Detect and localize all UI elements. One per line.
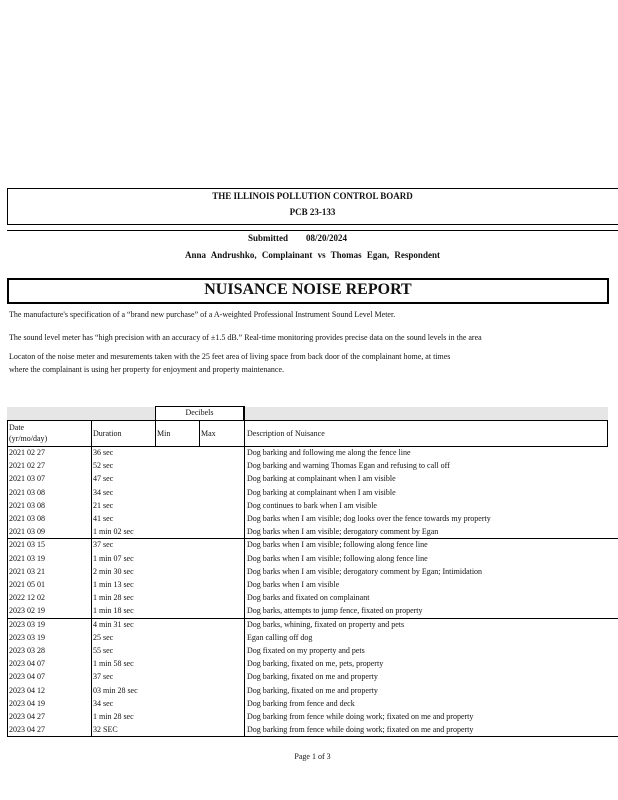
row-duration: 03 min 28 sec: [93, 685, 138, 695]
row-date: 2021 02 27: [9, 461, 45, 471]
table-row: [0, 459, 618, 472]
row-date: 2021 03 08: [9, 514, 45, 523]
duration-header: Duration: [93, 429, 122, 438]
row-date: 2023 04 07: [9, 672, 45, 682]
case-number: PCB 23-133: [289, 207, 336, 217]
row-description: Dog barking, fixated on me, pets, property: [247, 659, 384, 669]
row-description: Dog barks, attempts to jump fence, fixated on property: [247, 606, 423, 616]
row-date: 2023 03 19: [9, 619, 45, 629]
col-line-duration: [91, 446, 92, 736]
table-row: [0, 486, 618, 499]
row-description: Dog barking, fixated on me and property: [247, 672, 378, 682]
row-duration: 1 min 28 sec: [93, 712, 134, 721]
row-duration: 32 SEC: [93, 725, 118, 735]
row-duration: 21 sec: [93, 500, 114, 510]
row-description: Dog barks when I am visible; derogatory comment by Egan: [247, 527, 439, 537]
table-row: [0, 644, 618, 657]
submitted-date: 08/20/2024: [306, 233, 348, 243]
row-date: 2021 03 09: [9, 527, 45, 537]
page-number: Page 1 of 3: [294, 752, 331, 761]
row-duration: 37 sec: [93, 540, 114, 550]
row-date: 2022 12 02: [9, 593, 45, 603]
row-description: Dog barking at complainant when I am visible: [247, 487, 396, 497]
row-date: 2023 04 27: [9, 712, 45, 721]
row-duration: 36 sec: [93, 448, 114, 457]
row-date: 2021 02 27: [9, 448, 45, 457]
table-row: [0, 525, 618, 538]
row-duration: 1 min 58 sec: [93, 659, 134, 669]
row-duration: 55 sec: [93, 646, 114, 655]
row-description: Dog barking, fixated on me and property: [247, 685, 378, 695]
row-date: 2023 04 19: [9, 698, 45, 708]
submitted-label: Submitted: [248, 233, 289, 243]
table-row: [0, 578, 618, 591]
row-date: 2023 03 28: [9, 646, 45, 655]
table-row: [0, 631, 618, 644]
description-header: Description of Nuisance: [247, 429, 325, 438]
table-row: [0, 472, 618, 485]
row-duration: 41 sec: [93, 514, 114, 523]
row-description: Dog barking from fence while doing work; fixated on me and property: [247, 712, 474, 721]
row-description: Dog continues to bark when I am visible: [247, 500, 377, 510]
row-group-divider: [7, 538, 618, 539]
table-row: [0, 499, 618, 512]
row-date: 2021 03 15: [9, 540, 45, 550]
row-date: 2021 03 21: [9, 566, 45, 576]
decibels-header: Decibels: [185, 408, 214, 417]
row-date: 2023 03 19: [9, 632, 45, 642]
date-header: Date: [9, 423, 25, 432]
report-title: NUISANCE NOISE REPORT: [7, 278, 609, 304]
row-date: 2021 03 08: [9, 500, 45, 510]
table-row: [0, 604, 618, 617]
row-description: Dog barks when I am visible: [247, 580, 340, 589]
row-description: Dog barking and following me along the fence line: [247, 448, 411, 457]
table-row: [0, 670, 618, 683]
row-date: 2021 03 07: [9, 474, 45, 484]
table-row: [0, 552, 618, 565]
table-row: [0, 618, 618, 631]
table-row: [0, 565, 618, 578]
table-row: [0, 512, 618, 525]
row-date: 2023 02 19: [9, 606, 45, 616]
col-line-left: [7, 446, 8, 736]
intro-line-4: where the complainant is using her property for enjoyment and property maintenance.: [9, 365, 285, 374]
row-group-divider: [7, 618, 618, 619]
row-duration: 1 min 18 sec: [93, 606, 134, 616]
row-duration: 52 sec: [93, 461, 114, 471]
row-description: Egan calling off dog: [247, 632, 313, 642]
row-description: Dog fixated on my property and pets: [247, 646, 365, 655]
row-duration: 1 min 13 sec: [93, 580, 134, 589]
max-header: Max: [201, 429, 216, 438]
row-description: Dog barks and fixated on complainant: [247, 593, 370, 603]
row-date: 2023 04 07: [9, 659, 45, 669]
board-name: THE ILLINOIS POLLUTION CONTROL BOARD: [212, 191, 413, 201]
row-date: 2021 03 19: [9, 553, 45, 563]
table-body: [0, 446, 618, 740]
intro-line-3: Locaton of the noise meter and mesurements taken with the 25 feet area of living space from back door of the complainant home, at times: [9, 352, 451, 361]
min-header: Min: [157, 429, 171, 438]
row-description: Dog barks, whining, fixated on property and pets: [247, 619, 405, 629]
row-description: Dog barks when I am visible; following along fence line: [247, 553, 428, 563]
row-duration: 1 min 07 sec: [93, 553, 134, 563]
row-duration: 25 sec: [93, 632, 114, 642]
row-date: 2023 04 12: [9, 685, 45, 695]
table-row: [0, 723, 618, 736]
row-duration: 1 min 02 sec: [93, 527, 134, 537]
row-description: Dog barks when I am visible; following along fence line: [247, 540, 428, 550]
row-description: Dog barking at complainant when I am visible: [247, 474, 396, 484]
row-date: 2021 03 08: [9, 487, 45, 497]
table-row: [0, 657, 618, 670]
table-row: [0, 538, 618, 551]
row-description: Dog barks when I am visible; dog looks over the fence towards my property: [247, 514, 491, 523]
row-duration: 34 sec: [93, 698, 114, 708]
table-bottom-border: [7, 736, 618, 737]
table-row: [0, 697, 618, 710]
table-row: [0, 684, 618, 697]
row-date: 2023 04 27: [9, 725, 45, 735]
table-row: [0, 591, 618, 604]
intro-line-2: The sound level meter has “high precision with an accuracy of ±1.5 dB.” Real-time monitoring provides precise data on the sound levels in the area: [9, 333, 482, 342]
row-description: Dog barking from fence and deck: [247, 698, 355, 708]
row-duration: 4 min 31 sec: [93, 619, 134, 629]
row-description: Dog barking from fence while doing work; fixated on me and property: [247, 725, 474, 735]
col-line-description: [244, 446, 245, 736]
row-duration: 47 sec: [93, 474, 114, 484]
row-duration: 2 min 30 sec: [93, 566, 134, 576]
parties: Anna Andrushko, Complainant vs Thomas Egan, Respondent: [185, 250, 440, 260]
table-row: [0, 446, 618, 459]
row-description: Dog barking and warning Thomas Egan and refusing to call off: [247, 461, 450, 471]
row-description: Dog barks when I am visible; derogatory comment by Egan; Intimidation: [247, 566, 483, 576]
date-header-sub: (yr/mo/day): [9, 434, 48, 443]
row-duration: 37 sec: [93, 672, 114, 682]
row-duration: 34 sec: [93, 487, 114, 497]
intro-line-1: The manufacture's specification of a “brand new purchase” of a A-weighted Professional Instrument Sound Level Meter.: [9, 310, 396, 319]
row-date: 2021 05 01: [9, 580, 45, 589]
row-duration: 1 min 28 sec: [93, 593, 134, 603]
table-row: [0, 710, 618, 723]
